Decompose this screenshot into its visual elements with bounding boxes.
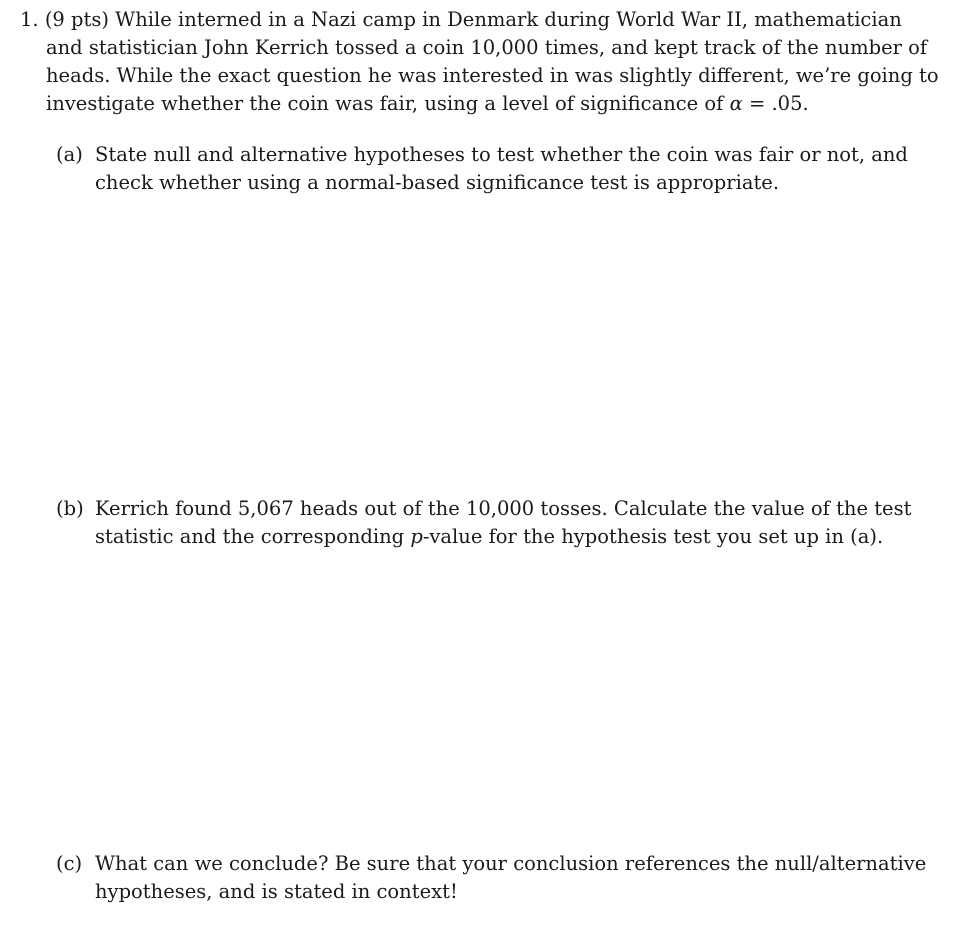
part-c-label: (c) (56, 852, 83, 875)
problem-intro-line-1 (20, 6, 920, 34)
problem-intro-text-4: investigate whether the coin was fair, using a level of significance of (46, 92, 730, 115)
part-c-line-2: hypotheses, and is stated in context! (95, 880, 458, 903)
part-b-text-2-pre: statistic and the corresponding (95, 525, 411, 548)
p-symbol: p (410, 525, 423, 548)
problem-intro-line-2: and statistician John Kerrich tossed a coin 10,000 times, and kept track of the number of (46, 36, 928, 59)
part-a-text-1: State null and alternative hypotheses to test whether the coin was fair or not, and (95, 143, 908, 166)
problem-intro-line-4 (20, 90, 920, 118)
part-b-label: (b) (56, 497, 84, 520)
alpha-symbol: α (729, 92, 743, 115)
part-a-line-1 (56, 141, 916, 169)
part-c-line-1 (56, 850, 927, 878)
part-b-text-1: Kerrich found 5,067 heads out of the 10,000 tosses. Calculate the value of the test (95, 497, 912, 520)
part-b-line-2 (56, 523, 916, 551)
part-c-text-1: What can we conclude? Be sure that your conclusion references the null/alternative (95, 852, 927, 875)
part-a-label: (a) (56, 143, 83, 166)
problem-intro-line-3: heads. While the exact question he was interested in was slightly different, we’re going to (46, 64, 939, 87)
part-b (56, 495, 916, 551)
problem-1 (20, 6, 939, 118)
part-b-line-1 (56, 495, 916, 523)
part-a-line-2: check whether using a normal-based significance test is appropriate. (95, 171, 780, 194)
problem-number: 1. (20, 8, 39, 31)
problem-intro-text-1: (9 pts) While interned in a Nazi camp in Denmark during World War II, mathematician (44, 8, 902, 31)
part-c (56, 850, 927, 906)
part-a (56, 141, 916, 197)
part-b-text-2-post: -value for the hypothesis test you set up in (a). (422, 525, 884, 548)
alpha-value: = .05. (742, 92, 809, 115)
